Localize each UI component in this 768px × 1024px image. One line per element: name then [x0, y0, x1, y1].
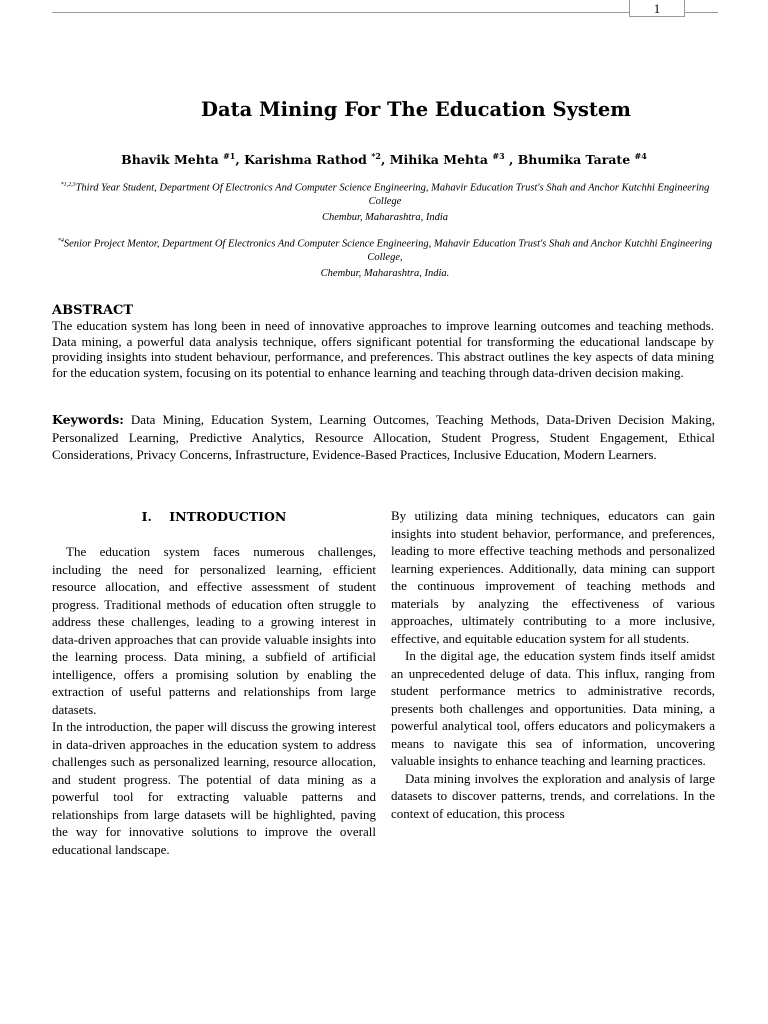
affiliation-mark: *1,2,3	[60, 182, 76, 188]
keywords	[52, 411, 715, 464]
abstract-body: The education system has long been in need of innovative approaches to improve learning outcomes and teaching methods. Data mining, a powerful data analysis technique, offers significant potential for transforming the educational landscape by providing insights into student behaviour, performance, and preferences. This abstract outlines the key aspects of data mining for the education system, focusing on its potential to enhance learning and teaching through data-driven decision making.	[52, 318, 714, 380]
paper-title: Data Mining For The Education System	[201, 98, 631, 121]
author-mark: #1	[223, 151, 236, 161]
section-heading	[52, 507, 376, 527]
affiliation-mark: *4	[57, 238, 64, 244]
author-name: Mihika Mehta	[389, 152, 489, 168]
body-paragraph: In the digital age, the education system finds itself amidst an unprecedented deluge of data. This influx, ranging from student performance metrics to administrative records, presents both challenges and opportunities. Data mining, a powerful analytical tool, offers educators and policymakers a means to navigate this sea of information, uncovering valuable insights to enhance teaching and learning practices.	[391, 648, 715, 768]
page-number: 1	[629, 0, 685, 17]
left-column	[52, 507, 376, 858]
section-title: INTRODUCTION	[169, 509, 287, 524]
right-column	[391, 507, 715, 822]
body-paragraph: The education system faces numerous challenges, including the need for personalized learning, efficient resource allocation, and effective assessment of student progress. Traditional methods of education often struggle to address these challenges, leading to a growing interest in data-driven approaches that can provide valuable insights into the learning process. Data mining, a subfield of artificial intelligence, offers a promising solution by enabling the extraction of useful patterns and relationships from large datasets.	[52, 544, 376, 717]
affiliation	[52, 235, 718, 280]
author-mark: #4	[634, 151, 647, 161]
affiliation	[52, 179, 718, 224]
affiliation-line: Third Year Student, Department Of Electronics And Computer Science Engineering, Mahavir Education Trust's Shah and Anchor Kutchhi Engineering College	[75, 182, 710, 207]
keywords-list: Data Mining, Education System, Learning Outcomes, Teaching Methods, Data-Driven Decision Making, Personalized Learning, Predictive Analytics, Resource Allocation, Student Progress, Student Engagement, Ethical Considerations, Privacy Concerns, Infrastructure, Evidence-Based Practices, Inclusive Education, Modern Learners.	[52, 412, 715, 463]
body-paragraph: Data mining involves the exploration and analysis of large datasets to discover patterns, trends, and correlations. In the context of education, this process	[391, 770, 715, 821]
author-separator: ,	[504, 152, 518, 168]
abstract-heading: ABSTRACT	[52, 303, 134, 318]
affiliation-location: Chembur, Maharashtra, India	[321, 211, 448, 223]
author-name: Karishma Rathod	[244, 152, 367, 168]
author-mark: #3	[492, 151, 505, 161]
author-mark: *2	[371, 151, 381, 161]
header-rule	[52, 12, 718, 13]
author-name: Bhumika Tarate	[517, 152, 631, 168]
author-list	[0, 147, 768, 169]
section-number: I.	[141, 509, 152, 524]
author-name: Bhavik Mehta	[121, 152, 219, 168]
affiliation-line: Senior Project Mentor, Department Of Electronics And Computer Science Engineering, Mahavir Education Trust's Shah and Anchor Kutchhi Engineering College,	[63, 238, 713, 263]
keywords-label: Keywords:	[52, 412, 124, 427]
author-separator: ,	[235, 152, 245, 168]
body-paragraph: In the introduction, the paper will discuss the growing interest in data-driven approaches in the education system to address challenges such as personalized learning, resource allocation, and student progress. The potential of data mining as a powerful tool for extracting valuable patterns and relationships from large datasets will be highlighted, paving the way for innovative solutions to improve the overall educational landscape.	[52, 719, 376, 857]
body-paragraph: By utilizing data mining techniques, educators can gain insights into student behavior, performance, and preferences, leading to more effective teaching methods and personalized learning experiences. Additionally, data mining can support the continuous improvement of teaching methods and materials by analyzing the effectiveness of various approaches, ultimately contributing to a more inclusive, effective, and equitable education system for all students.	[391, 508, 715, 646]
author-separator: ,	[381, 152, 390, 168]
affiliation-location: Chembur, Maharashtra, India.	[320, 267, 450, 279]
